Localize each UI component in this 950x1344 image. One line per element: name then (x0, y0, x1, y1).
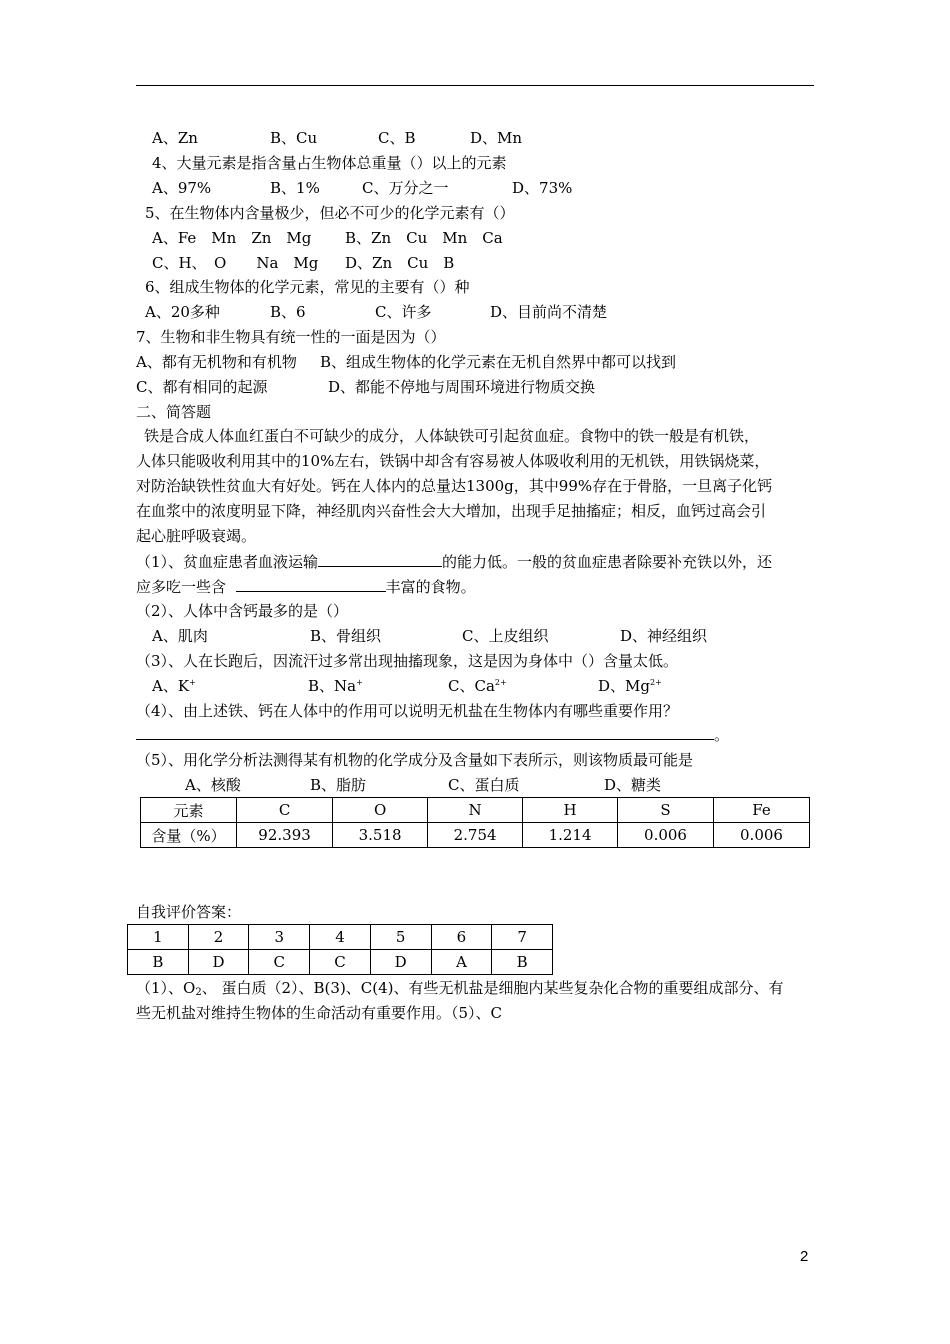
option-b: B、Na+ (308, 677, 363, 695)
sq4-answer-line (136, 725, 729, 745)
option-a: A、Fe Mn Zn Mg (152, 229, 312, 247)
table-cell: B (128, 950, 189, 975)
table-cell: 4 (310, 925, 371, 950)
table-cell: 1 (128, 925, 189, 950)
option-c: C、许多 (375, 303, 432, 321)
option-c: C、H、 O Na Mg (152, 254, 319, 272)
q7-stem: 7、生物和非生物具有统一性的一面是因为（） (136, 328, 446, 346)
option-c: C、万分之一 (362, 179, 449, 197)
sq1-text: （1）、贫血症患者血液运输 (136, 553, 319, 571)
table-cell: 0.006 (618, 823, 714, 848)
table-cell: 5 (370, 925, 431, 950)
option-c: C、都有相同的起源 (136, 378, 268, 396)
sq1-text: 应多吃一些含 (136, 578, 227, 596)
option-a: A、都有无机物和有机物 (136, 353, 297, 371)
option-b: B、6 (270, 303, 306, 321)
table-cell: A (431, 950, 492, 975)
table-cell: 0.006 (713, 823, 809, 848)
q6-stem: 6、组成生物体的化学元素，常见的主要有（）种 (145, 278, 470, 296)
option-d: D、$Mg^{2+}$ (598, 677, 662, 695)
table-cell: 2 (188, 925, 249, 950)
passage-line: 人体只能吸收利用其中的10%左右，铁锅中却含有容易被人体吸收利用的无机铁，用铁锅烧菜， (136, 452, 770, 470)
passage-line: 在血浆中的浓度明显下降，神经肌肉兴奋性会大大增加，出现手足抽搐症；相反，血钙过高会引 (136, 502, 767, 520)
table-cell: O (333, 798, 428, 823)
table-cell: 3 (249, 925, 310, 950)
table-row (128, 950, 553, 975)
option-b: B、Zn Cu Mn Ca (345, 229, 503, 247)
table-cell: 含量（%） (141, 823, 237, 848)
sq3-stem: （3）、人在长跑后，因流汗过多常出现抽搐现象，这是因为身体中（）含量太低。 (136, 652, 679, 670)
option-a: A、97% (152, 179, 212, 197)
table-cell: Fe (713, 798, 809, 823)
option-c: C、B (378, 129, 416, 147)
table-cell: C (310, 950, 371, 975)
table-cell: B (492, 950, 553, 975)
option-d: D、神经组织 (620, 627, 708, 645)
q5-stem: 5、在生物体内含量极少，但必不可少的化学元素有（） (145, 204, 515, 222)
answer-text-line2: 些无机盐对维持生物体的生命活动有重要作用。（5）、C (136, 1004, 503, 1022)
passage-line: 铁是合成人体血红蛋白不可缺少的成分，人体缺铁可引起贫血症。食物中的铁一般是有机铁， (144, 427, 760, 445)
answer-blank[interactable] (136, 725, 714, 740)
option-a: A、Zn (152, 129, 198, 147)
answers-table (127, 924, 553, 975)
option-c: C、蛋白质 (448, 776, 520, 794)
section-title: 二、简答题 (136, 403, 212, 421)
answer-blank[interactable] (236, 577, 386, 592)
table-cell: D (188, 950, 249, 975)
table-cell: 2.754 (428, 823, 523, 848)
option-b: B、脂肪 (310, 776, 367, 794)
header-rule (136, 85, 814, 86)
option-d: D、Mn (470, 129, 523, 147)
table-row (141, 823, 810, 848)
option-a: A、核酸 (185, 776, 241, 794)
passage-line: 对防治缺铁性贫血大有好处。钙在人体内的总量达1300g，其中99%存在于骨胳，一旦离子化钙 (136, 477, 773, 495)
table-cell: 6 (431, 925, 492, 950)
table-cell: C (249, 950, 310, 975)
sq4-end: 。 (714, 726, 730, 744)
table-cell: 7 (492, 925, 553, 950)
composition-table (140, 797, 810, 848)
page-number: 2 (800, 1248, 809, 1265)
table-cell: H (523, 798, 618, 823)
sq1-line1 (136, 552, 772, 572)
answers-title: 自我评价答案： (136, 903, 242, 921)
option-a: A、肌肉 (152, 627, 208, 645)
table-cell: 1.214 (523, 823, 618, 848)
table-header-row (141, 798, 810, 823)
passage (136, 424, 816, 549)
option-a: A、K+ (152, 677, 196, 695)
option-d: D、73% (512, 179, 573, 197)
sq2-stem: （2）、人体中含钙最多的是（） (136, 602, 349, 620)
option-d: D、Zn Cu B (345, 254, 455, 272)
table-cell: 元素 (141, 798, 237, 823)
table-cell: S (618, 798, 714, 823)
table-cell: D (370, 950, 431, 975)
table-cell: 3.518 (333, 823, 428, 848)
option-d: D、都能不停地与周围环境进行物质交换 (328, 378, 596, 396)
option-b: B、组成生物体的化学元素在无机自然界中都可以找到 (320, 353, 677, 371)
table-cell: 92.393 (236, 823, 332, 848)
passage-line: 起心脏呼吸衰竭。 (136, 527, 257, 545)
sq4-stem: （4）、由上述铁、钙在人体中的作用可以说明无机盐在生物体内有哪些重要作用？ (136, 702, 679, 720)
answer-blank[interactable] (318, 552, 442, 567)
option-b: B、1% (270, 179, 320, 197)
sq5-stem: （5）、用化学分析法测得某有机物的化学成分及含量如下表所示，则该物质最可能是 (136, 751, 694, 769)
option-d: D、糖类 (604, 776, 662, 794)
option-b: B、骨组织 (310, 627, 382, 645)
sq1-text: 的能力低。一般的贫血症患者除要补充铁以外，还 (442, 553, 773, 571)
option-c: C、$Ca^{2+}$ (448, 677, 507, 695)
option-d: D、目前尚不清楚 (490, 303, 608, 321)
option-a: A、20多种 (145, 303, 220, 321)
sq1-line2 (136, 577, 476, 597)
option-b: B、Cu (270, 129, 318, 147)
q4-stem: 4、大量元素是指含量占生物体总重量（）以上的元素 (152, 154, 507, 172)
table-cell: C (236, 798, 332, 823)
answer-text-line1: （1）、$O_2$、 蛋白质（2）、B(3)、C(4)、有些无机盐是细胞内某些复杂化合物的重要组成部分、有 (136, 979, 784, 998)
option-c: C、上皮组织 (462, 627, 549, 645)
table-cell: N (428, 798, 523, 823)
table-header-row (128, 925, 553, 950)
sq1-text: 丰富的食物。 (385, 578, 476, 596)
